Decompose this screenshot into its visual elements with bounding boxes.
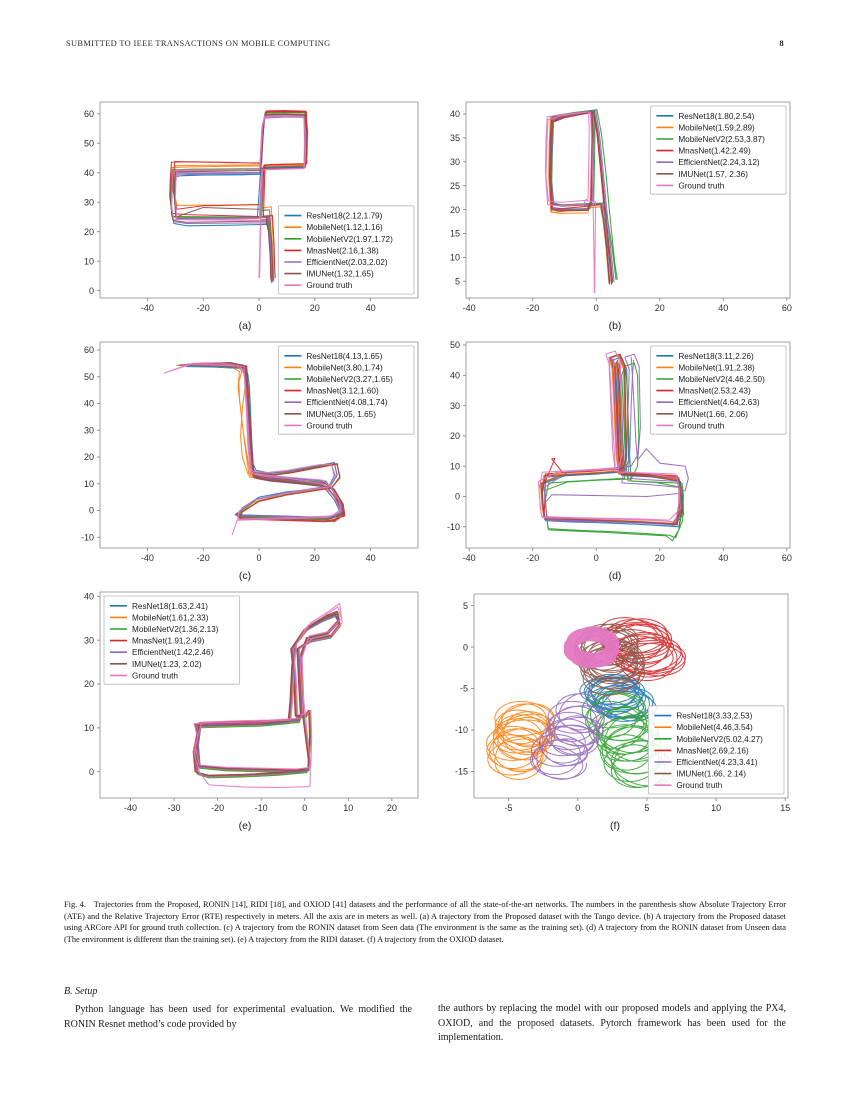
x-tick-label: 60 — [781, 553, 792, 563]
y-tick-label: 40 — [449, 370, 460, 381]
legend-label: IMUNet(1.66, 2.06) — [678, 409, 748, 419]
legend-label: MnasNet(2.69,2.16) — [676, 746, 749, 756]
y-tick-label: 0 — [454, 491, 460, 502]
legend-label: IMUNet(1.32,1.65) — [306, 269, 374, 279]
legend-label: Ground truth — [678, 421, 725, 431]
legend-label: MnasNet(1.42,2.49) — [678, 146, 751, 156]
legend-label: MobileNet(1.61,2.33) — [132, 613, 209, 623]
x-tick-label: -5 — [504, 803, 513, 813]
y-tick-label: -15 — [454, 766, 468, 777]
y-tick-label: -10 — [454, 725, 468, 736]
x-tick-label: -40 — [123, 803, 138, 813]
x-tick-label: 40 — [365, 553, 376, 563]
y-tick-label: 0 — [88, 766, 94, 777]
legend-label: IMUNet(3.05, 1.65) — [306, 409, 376, 419]
plot-svg-f — [430, 582, 800, 824]
legend-label: Ground truth — [676, 781, 723, 791]
y-tick-label: 10 — [449, 252, 460, 263]
x-tick-label: 15 — [780, 803, 791, 813]
legend-label: Ground truth — [678, 181, 725, 191]
body-paragraph-left: Python language has been used for experimental evaluation. We modified the RONIN Resnet method’s code provided by — [64, 1004, 412, 1030]
x-tick-label: -40 — [462, 303, 476, 313]
y-tick-label: -10 — [80, 532, 94, 543]
y-tick-label: 20 — [83, 679, 94, 690]
legend-label: EfficientNet(1.42,2.46) — [132, 648, 214, 658]
legend-label: MobileNetV2(1.97,1.72) — [306, 234, 393, 244]
legend-label: ResNet18(2.12,1.79) — [306, 211, 383, 221]
subfigure-a — [60, 92, 430, 332]
x-tick-label: 0 — [256, 553, 262, 563]
legend-label: MobileNetV2(5.02,4.27) — [676, 734, 763, 744]
section-heading-setup: B. Setup — [64, 986, 98, 997]
y-tick-label: 10 — [83, 256, 94, 267]
legend-label: EfficientNet(4.64,2.63) — [678, 398, 760, 408]
legend-label: EfficientNet(4.23,3.41) — [676, 758, 758, 767]
x-tick-label: 5 — [644, 803, 650, 813]
legend-a — [278, 206, 414, 294]
x-tick-label: 0 — [593, 303, 599, 313]
subfigure-e — [60, 582, 430, 832]
trajectory-plot-c — [60, 332, 430, 574]
legend-label: EfficientNet(2.03,2.02) — [306, 258, 388, 267]
legend-label: IMUNet(1.66, 2.14) — [676, 769, 746, 779]
x-tick-label: 20 — [386, 803, 397, 813]
legend-c — [278, 346, 414, 434]
x-tick-label: 10 — [711, 803, 722, 813]
x-tick-label: -20 — [526, 553, 540, 563]
page-number: 8 — [779, 38, 784, 48]
y-tick-label: 30 — [83, 197, 94, 208]
x-tick-label: -40 — [462, 553, 476, 563]
subfigure-label-e: (e) — [238, 820, 252, 832]
y-tick-label: 20 — [83, 452, 94, 463]
subfigure-label-d: (d) — [608, 570, 622, 582]
body-columns — [64, 986, 786, 1046]
plot-svg-a — [60, 92, 430, 324]
legend-label: MobileNetV2(3.27,1.65) — [306, 375, 393, 384]
plot-svg-b — [430, 92, 800, 324]
y-tick-label: 60 — [83, 345, 94, 356]
y-tick-label: 5 — [454, 276, 460, 287]
subfigure-label-f: (f) — [610, 820, 620, 832]
y-tick-label: 40 — [449, 109, 460, 120]
legend-label: ResNet18(4.13,1.65) — [306, 351, 383, 361]
legend-label: MobileNet(1.59,2.89) — [678, 123, 755, 133]
figure-row-3 — [60, 582, 850, 832]
x-tick-label: -20 — [526, 303, 540, 313]
body-column-right — [438, 986, 786, 1046]
legend-label: EfficientNet(2.24,3.12) — [678, 158, 760, 168]
legend-label: MnasNet(3.12,1.60) — [306, 386, 379, 396]
x-tick-label: -20 — [196, 553, 210, 563]
legend-label: MnasNet(1.91,2.49) — [132, 636, 205, 646]
body-paragraph-right: the authors by replacing the model with our proposed models and applying the PX4, OXIOD, and the proposed datasets. Pytorch framework has been used for the implementation. — [438, 1003, 786, 1044]
x-tick-label: 10 — [343, 803, 354, 813]
subfigure-label-a: (a) — [238, 320, 252, 332]
subfigure-b — [430, 92, 800, 332]
plot-svg-e — [60, 582, 430, 824]
legend-label: IMUNet(1.23, 2.02) — [132, 659, 202, 669]
column-spacer — [438, 986, 786, 1002]
x-tick-label: -20 — [196, 303, 210, 313]
legend-f — [648, 706, 784, 794]
legend-e — [104, 596, 240, 684]
x-tick-label: 40 — [718, 553, 729, 563]
y-tick-label: 0 — [88, 285, 94, 296]
body-column-left — [64, 986, 412, 1046]
y-tick-label: -10 — [446, 521, 460, 532]
x-tick-label: 20 — [654, 553, 665, 563]
y-tick-label: 30 — [449, 400, 460, 411]
x-tick-label: -40 — [140, 553, 154, 563]
legend-label: ResNet18(3.33,2.53) — [676, 711, 753, 721]
running-header — [66, 38, 784, 48]
y-tick-label: 10 — [449, 461, 460, 472]
legend-label: MobileNetV2(4.46,2.50) — [678, 375, 765, 384]
x-tick-label: 40 — [718, 303, 729, 313]
legend-label: MnasNet(2.53,2.43) — [678, 386, 751, 396]
y-tick-label: 0 — [88, 505, 94, 516]
legend-label: ResNet18(3.11,2.26) — [678, 351, 754, 361]
legend-label: ResNet18(1.63,2.41) — [132, 601, 209, 611]
x-tick-label: -40 — [140, 303, 154, 313]
plot-svg-d — [430, 332, 800, 574]
x-tick-label: -20 — [211, 803, 225, 813]
figure-row-1 — [60, 92, 850, 332]
figure-caption-text: Trajectories from the Proposed, RONIN [14], RIDI [18], and OXIOD [41] datasets and the performance of all the state-of-the-art networks. The numbers in the parenthesis show Absolute Trajectory Error (ATE) and the Relative Trajectory Error (RTE) respectively in meters. All the axis are in meters as well. (a) A trajectory from the Proposed dataset with the Tango device. (b) A trajectory from the Proposed dataset using ARCore API for ground truth collection. (c) A trajectory from the RONIN dataset from Seen data (The environment is the same as the training set). (d) A trajectory from the RONIN dataset from Unseen data (The environment is different than the training set). (e) A trajectory from the RIDI dataset. (f) A trajectory from the OXIOD dataset. — [64, 900, 787, 944]
y-tick-label: 50 — [83, 138, 94, 149]
trajectory-plot-b — [430, 92, 800, 324]
legend-label: ResNet18(1.80,2.54) — [678, 111, 755, 121]
legend-label: MobileNet(3.80,1.74) — [306, 363, 383, 373]
legend-label: EfficientNet(4.08,1.74) — [306, 398, 388, 408]
y-tick-label: 20 — [449, 431, 460, 442]
legend-label: Ground truth — [306, 421, 353, 431]
y-tick-label: 10 — [83, 723, 94, 734]
figure-row-2 — [60, 332, 850, 582]
y-tick-label: 60 — [83, 108, 94, 119]
y-tick-label: 15 — [449, 228, 460, 239]
x-tick-label: -30 — [167, 803, 181, 813]
y-tick-label: 35 — [449, 133, 460, 144]
legend-label: Ground truth — [132, 671, 178, 681]
y-tick-label: 0 — [462, 642, 468, 653]
x-tick-label: 40 — [365, 303, 376, 313]
trajectory-plot-a — [60, 92, 430, 324]
subfigure-f — [430, 582, 800, 832]
legend-b — [650, 106, 786, 194]
y-tick-label: 30 — [83, 635, 94, 646]
running-title: SUBMITTED TO IEEE TRANSACTIONS ON MOBILE COMPUTING — [66, 39, 331, 48]
plot-svg-c — [60, 332, 430, 574]
legend-label: MobileNetV2(2.53,3.87) — [678, 135, 765, 144]
figure-4 — [60, 92, 850, 832]
subfigure-d — [430, 332, 800, 582]
y-tick-label: -5 — [459, 683, 468, 694]
x-tick-label: 20 — [654, 303, 665, 313]
legend-label: MobileNetV2(1.36,2.13) — [132, 625, 219, 634]
y-tick-label: 30 — [83, 425, 94, 436]
legend-label: Ground truth — [306, 281, 353, 291]
x-tick-label: 0 — [302, 803, 308, 813]
x-tick-label: -10 — [254, 803, 268, 813]
legend-label: MobileNet(4.46,3.54) — [676, 723, 753, 733]
legend-label: MobileNet(1.12,1.16) — [306, 223, 383, 233]
y-tick-label: 40 — [83, 398, 94, 409]
legend-label: IMUNet(1.57, 2.36) — [678, 169, 748, 179]
y-tick-label: 20 — [83, 226, 94, 237]
legend-d — [650, 346, 786, 434]
y-tick-label: 5 — [462, 600, 468, 611]
x-tick-label: 20 — [309, 303, 320, 313]
subfigure-c — [60, 332, 430, 582]
y-tick-label: 20 — [449, 204, 460, 215]
y-tick-label: 10 — [83, 478, 94, 489]
x-tick-label: 60 — [781, 303, 792, 313]
y-tick-label: 25 — [449, 180, 460, 191]
figure-caption — [64, 899, 786, 945]
y-tick-label: 40 — [83, 591, 94, 602]
legend-label: MobileNet(1.91,2.38) — [678, 363, 755, 373]
x-tick-label: 0 — [575, 803, 581, 813]
trajectory-plot-e — [60, 582, 430, 824]
trajectory-plot-f — [430, 582, 800, 824]
x-tick-label: 20 — [309, 553, 320, 563]
y-tick-label: 50 — [449, 340, 460, 351]
legend-label: MnasNet(2.16,1.38) — [306, 246, 379, 256]
trajectory-plot-d — [430, 332, 800, 574]
x-tick-label: 0 — [593, 553, 599, 563]
y-tick-label: 40 — [83, 167, 94, 178]
figure-caption-label: Fig. 4. — [64, 900, 87, 909]
y-tick-label: 50 — [83, 371, 94, 382]
subfigure-label-c: (c) — [238, 570, 252, 582]
subfigure-label-b: (b) — [608, 320, 622, 332]
x-tick-label: 0 — [256, 303, 262, 313]
y-tick-label: 30 — [449, 156, 460, 167]
